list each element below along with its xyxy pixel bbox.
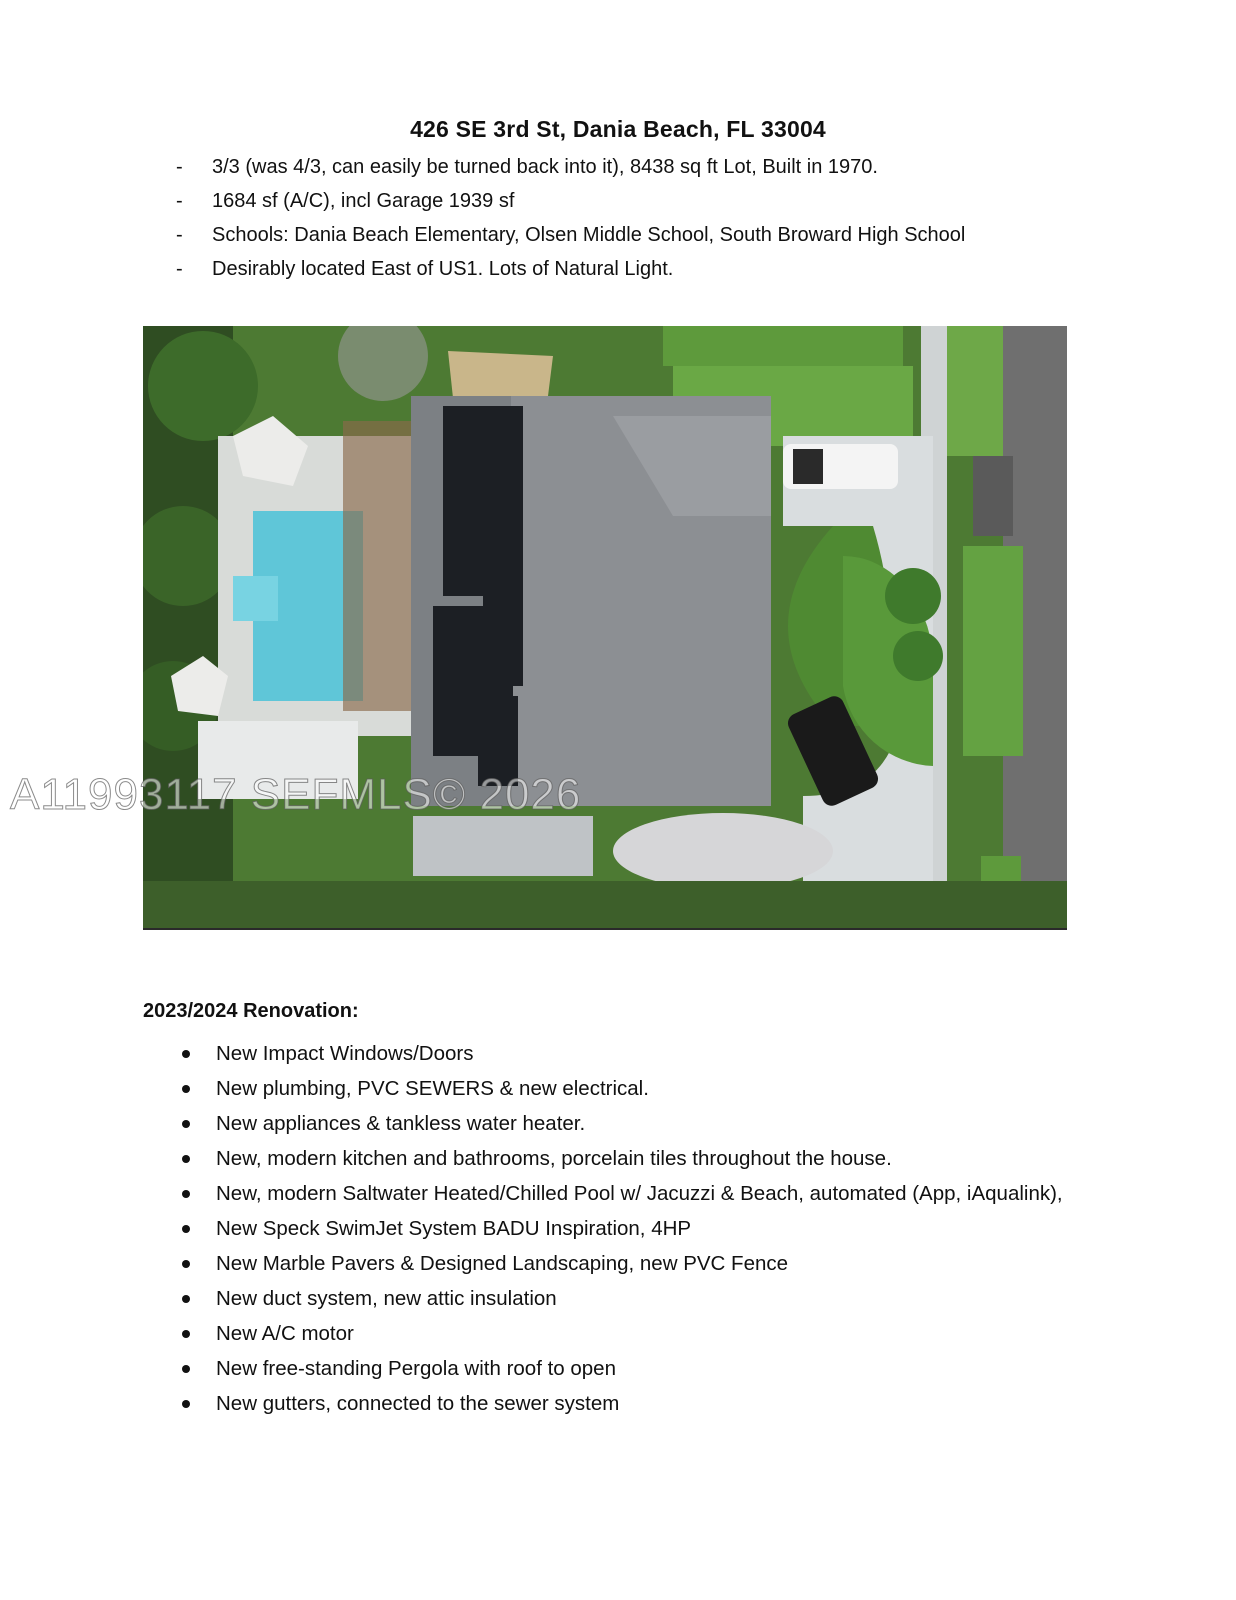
- renovation-item-text: New, modern kitchen and bathrooms, porcelain tiles throughout the house.: [216, 1147, 892, 1170]
- renovation-item: [176, 1281, 1076, 1316]
- property-summary-list: [176, 152, 965, 288]
- renovation-item: [176, 1141, 1076, 1176]
- summary-text: Desirably located East of US1. Lots of Natural Light.: [212, 258, 674, 280]
- renovation-item: [176, 1351, 1076, 1386]
- bullet-icon: [176, 1281, 216, 1316]
- renovation-item: [176, 1386, 1076, 1421]
- property-address-title: 426 SE 3rd St, Dania Beach, FL 33004: [410, 116, 826, 142]
- bullet-icon: [176, 1386, 216, 1421]
- renovation-item: [176, 1106, 1076, 1141]
- renovation-item-text: New duct system, new attic insulation: [216, 1287, 557, 1310]
- renovation-item: [176, 1316, 1076, 1351]
- summary-text: 1684 sf (A/C), incl Garage 1939 sf: [212, 190, 515, 212]
- renovation-item-text: New Marble Pavers & Designed Landscaping, new PVC Fence: [216, 1252, 789, 1275]
- renovation-item-text: New appliances & tankless water heater.: [216, 1112, 586, 1135]
- summary-text: Schools: Dania Beach Elementary, Olsen Middle School, South Broward High School: [212, 224, 966, 246]
- dash-marker: -: [176, 156, 183, 178]
- bullet-icon: [176, 1106, 216, 1141]
- renovation-heading: 2023/2024 Renovation:: [143, 1000, 359, 1022]
- bullet-icon: [176, 1071, 216, 1106]
- renovation-item-text: New, modern Saltwater Heated/Chilled Pool w/ Jacuzzi & Beach, automated (App, iAqualink),: [216, 1182, 1063, 1205]
- dash-marker: -: [176, 258, 183, 280]
- renovation-item: [176, 1211, 1076, 1246]
- renovation-list: [176, 1036, 1076, 1421]
- bullet-icon: [176, 1211, 216, 1246]
- dash-marker: -: [176, 224, 183, 246]
- bullet-icon: [176, 1351, 216, 1386]
- renovation-item-text: New free-standing Pergola with roof to open: [216, 1357, 616, 1380]
- bullet-icon: [176, 1036, 216, 1071]
- mls-watermark: A11993117 SEFMLS© 2026: [10, 770, 582, 819]
- bullet-icon: [176, 1316, 216, 1351]
- renovation-item-text: New A/C motor: [216, 1322, 354, 1345]
- renovation-item-text: New Speck SwimJet System BADU Inspiration, 4HP: [216, 1217, 692, 1240]
- summary-item: [176, 254, 965, 288]
- renovation-item-text: New Impact Windows/Doors: [216, 1042, 474, 1065]
- bullet-icon: [176, 1141, 216, 1176]
- renovation-item-text: New plumbing, PVC SEWERS & new electrical.: [216, 1077, 649, 1100]
- renovation-item: [176, 1036, 1076, 1071]
- summary-item: [176, 186, 965, 220]
- summary-text: 3/3 (was 4/3, can easily be turned back into it), 8438 sq ft Lot, Built in 1970.: [212, 156, 878, 178]
- dash-marker: -: [176, 190, 183, 212]
- summary-item: [176, 152, 965, 186]
- bullet-icon: [176, 1246, 216, 1281]
- renovation-item: [176, 1071, 1076, 1106]
- summary-item: [176, 220, 965, 254]
- renovation-item: [176, 1246, 1076, 1281]
- renovation-item-text: New gutters, connected to the sewer system: [216, 1392, 620, 1415]
- aerial-property-photo: [143, 326, 1067, 930]
- renovation-item: [176, 1176, 1076, 1211]
- bullet-icon: [176, 1176, 216, 1211]
